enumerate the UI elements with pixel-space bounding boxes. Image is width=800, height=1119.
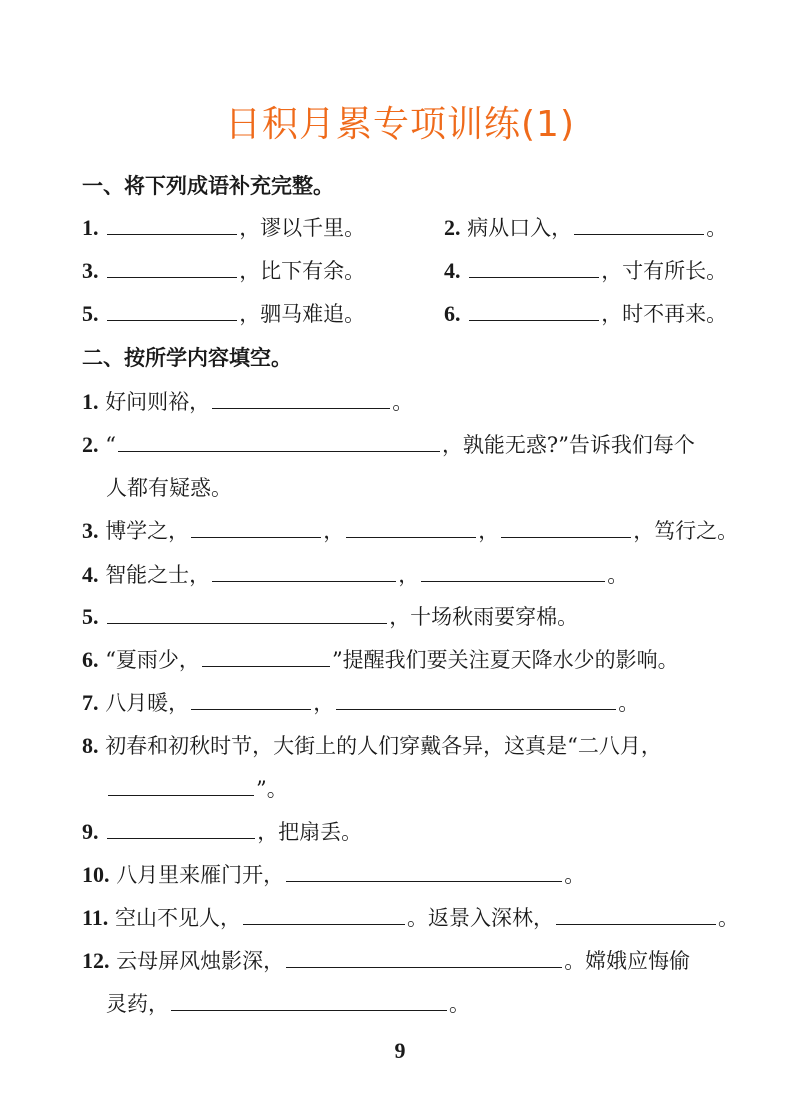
question-4: 4. 智能之士， ， 。 (82, 562, 629, 587)
answer-blank[interactable] (107, 820, 255, 839)
answer-blank[interactable] (346, 519, 476, 538)
question-2: 2. “ ，孰能无惑?”告诉我们每个 (82, 432, 695, 457)
answer-blank[interactable] (469, 259, 599, 278)
answer-blank[interactable] (501, 519, 631, 538)
idiom-item-3: 3. ，比下有余。 (82, 258, 366, 283)
answer-blank[interactable] (574, 216, 704, 235)
answer-blank[interactable] (107, 259, 237, 278)
answer-blank[interactable] (191, 519, 321, 538)
idiom-item-4: 4. ，寸有所长。 (444, 258, 728, 283)
answer-blank[interactable] (556, 906, 716, 925)
idiom-item-2: 2. 病从口入， 。 (444, 215, 728, 240)
answer-blank[interactable] (286, 863, 562, 882)
question-6: 6. “夏雨少， ”提醒我们要关注夏天降水少的影响。 (82, 647, 679, 672)
question-5: 5. ，十场秋雨要穿棉。 (82, 604, 579, 629)
idiom-item-1: 1. ，谬以千里。 (82, 215, 366, 240)
answer-blank[interactable] (212, 563, 396, 582)
answer-blank[interactable] (171, 992, 447, 1011)
section-heading-1: 一、将下列成语补充完整。 (82, 174, 334, 198)
question-12: 12. 云母屏风烛影深， 。嫦娥应悔偷 (82, 948, 691, 973)
answer-blank[interactable] (243, 906, 405, 925)
question-9: 9. ，把扇丢。 (82, 819, 363, 844)
question-7: 7. 八月暖， ， 。 (82, 690, 640, 715)
answer-blank[interactable] (108, 777, 254, 796)
question-3: 3. 博学之， ， ， ，笃行之。 (82, 518, 739, 543)
question-12-continuation: 灵药， 。 (106, 992, 470, 1016)
question-1: 1. 好问则裕， 。 (82, 389, 414, 414)
question-8-continuation: ”。 (106, 773, 288, 803)
answer-blank[interactable] (469, 302, 599, 321)
page-number: 9 (394, 1038, 406, 1063)
idiom-item-5: 5. ，驷马难追。 (82, 301, 366, 326)
answer-blank[interactable] (107, 216, 237, 235)
answer-blank[interactable] (212, 390, 390, 409)
answer-blank[interactable] (107, 302, 237, 321)
answer-blank[interactable] (421, 563, 605, 582)
section-heading-2: 二、按所学内容填空。 (82, 346, 292, 370)
page-title: 日积月累专项训练(1) (225, 104, 575, 145)
answer-blank[interactable] (118, 433, 440, 452)
answer-blank[interactable] (336, 691, 616, 710)
answer-blank[interactable] (286, 949, 562, 968)
idiom-item-6: 6. ，时不再来。 (444, 301, 728, 326)
answer-blank[interactable] (202, 648, 330, 667)
question-10: 10. 八月里来雁门开， 。 (82, 862, 586, 887)
question-8: 8. 初春和初秋时节，大街上的人们穿戴各异，这真是“二八月， (82, 733, 662, 758)
question-2-continuation: 人都有疑惑。 (106, 476, 232, 500)
answer-blank[interactable] (191, 691, 311, 710)
question-11: 11. 空山不见人， 。返景入深林， 。 (82, 905, 739, 930)
answer-blank[interactable] (107, 605, 387, 624)
